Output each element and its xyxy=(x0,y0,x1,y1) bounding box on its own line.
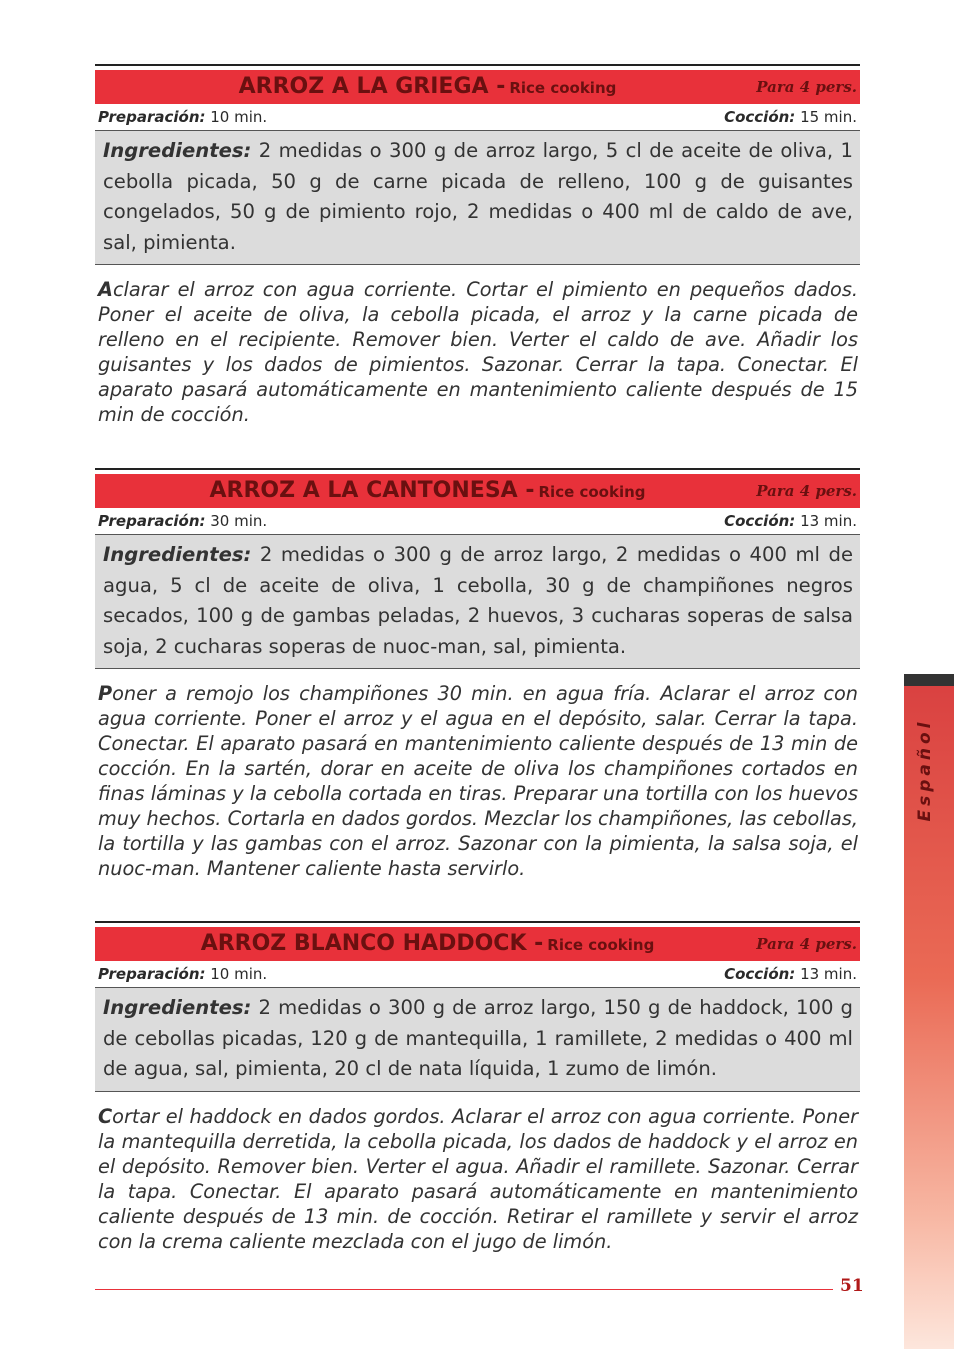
servings-label: Para 4 pers. xyxy=(756,482,857,500)
time-row xyxy=(95,104,860,131)
ingredients-box xyxy=(95,131,860,265)
recipe-arroz-blanco-haddock xyxy=(95,921,860,1254)
time-row xyxy=(95,508,860,535)
ingredients-label: Ingredientes: xyxy=(103,543,252,566)
time-row xyxy=(95,961,860,988)
preparation-time: Preparación: 10 min. xyxy=(98,965,268,983)
recipe-title: ARROZ A LA CANTONESA - Rice cooking xyxy=(209,478,646,503)
recipe-subtitle: Rice cooking xyxy=(547,936,655,954)
section-divider xyxy=(95,64,860,66)
cooking-time: Cocción: 15 min. xyxy=(724,108,857,126)
instructions-text: Poner a remojo los champiñones 30 min. en agua fría. Aclarar el arroz con agua corriente. Poner el arroz y el agua en el depósito, salar. Cerrar la tapa. Conectar. El aparato pasará en mantenimiento caliente después de 13 min de cocción. En la sartén, dorar en aceite de oliva los champiñones cortados en finas láminas y la cebolla cortada en tiras. Preparar una tortilla con los huevos muy hechos. Cortarla en dados gordos. Mezclar los champiñones, las cebollas, la tortilla y las gambas con el arroz. Sazonar con la pimienta, la salsa soja, el nuoc-man. Mantener caliente hasta servirlo. xyxy=(98,682,858,880)
preparation-time: Preparación: 30 min. xyxy=(98,512,268,530)
cooking-time: Cocción: 13 min. xyxy=(724,512,857,530)
servings-label: Para 4 pers. xyxy=(756,935,857,953)
ingredients-label: Ingredientes: xyxy=(103,139,252,162)
instructions-text: Cortar el haddock en dados gordos. Aclarar el arroz con agua corriente. Poner la mantequilla derretida, la cebolla picada, los dados de haddock y el arroz en el depósito. Remover bien. Verter el agua. Añadir el ramillete. Sazonar. Cerrar la tapa. Conectar. El aparato pasará automáticamente en mantenimiento caliente después de 13 min. de cocción. Retirar el ramillete y servir el arroz con la crema caliente mezclada con el jugo de limón. xyxy=(98,1104,858,1253)
section-divider xyxy=(95,468,860,470)
page-number: 51 xyxy=(840,1276,864,1296)
ingredients-text: 2 medidas o 300 g de arroz largo, 150 g de haddock, 100 g de cebollas picadas, 120 g de mantequilla, 1 ramillete, 2 medidas o 400 ml de agua, sal, pimienta, 20 cl de nata líquida, 1 zumo de limón. xyxy=(103,996,853,1080)
recipe-arroz-a-la-griega xyxy=(95,64,860,427)
preparation-time: Preparación: 10 min. xyxy=(98,108,268,126)
ingredients-box xyxy=(95,535,860,669)
servings-label: Para 4 pers. xyxy=(756,78,857,96)
recipe-arroz-a-la-cantonesa xyxy=(95,468,860,881)
cooking-time: Cocción: 13 min. xyxy=(724,965,857,983)
recipe-subtitle: Rice cooking xyxy=(538,483,646,501)
recipe-title-bar xyxy=(95,927,860,961)
ingredients-text: 2 medidas o 300 g de arroz largo, 2 medidas o 400 ml de agua, 5 cl de aceite de oliva, 1 cebolla, 30 g de champiñones negros secados, 100 g de gambas peladas, 2 huevos, 3 cucharas soperas de salsa soja, 2 cucharas soperas de nuoc-man, sal, pimienta. xyxy=(103,543,853,658)
language-tab-label: Español xyxy=(915,718,935,822)
recipe-title-bar xyxy=(95,70,860,104)
recipe-title: ARROZ BLANCO HADDOCK - Rice cooking xyxy=(200,931,655,956)
side-band-top-bar xyxy=(904,674,954,686)
instructions-text: Aclarar el arroz con agua corriente. Cortar el pimiento en pequeños dados. Poner el aceite de oliva, la cebolla picada, el arroz y la carne picada de relleno en el recipiente. Remover bien. Verter el caldo de ave. Añadir los guisantes y los dados de pimientos. Sazonar. Cerrar la tapa. Conectar. El aparato pasará automáticamente en mantenimiento caliente después de 15 min de cocción. xyxy=(98,278,858,426)
section-divider xyxy=(95,921,860,923)
ingredients-label: Ingredientes: xyxy=(103,996,252,1019)
recipe-title: ARROZ A LA GRIEGA - Rice cooking xyxy=(238,74,617,99)
footer-rule xyxy=(95,1289,833,1290)
ingredients-text: 2 medidas o 300 g de arroz largo, 5 cl de aceite de oliva, 1 cebolla picada, 50 g de carne picada de relleno, 100 g de guisantes congelados, 50 g de pimiento rojo, 2 medidas o 400 ml de caldo de ave, sal, pimienta. xyxy=(103,139,853,254)
ingredients-box xyxy=(95,988,860,1092)
recipe-subtitle: Rice cooking xyxy=(509,79,617,97)
recipe-title-bar xyxy=(95,474,860,508)
